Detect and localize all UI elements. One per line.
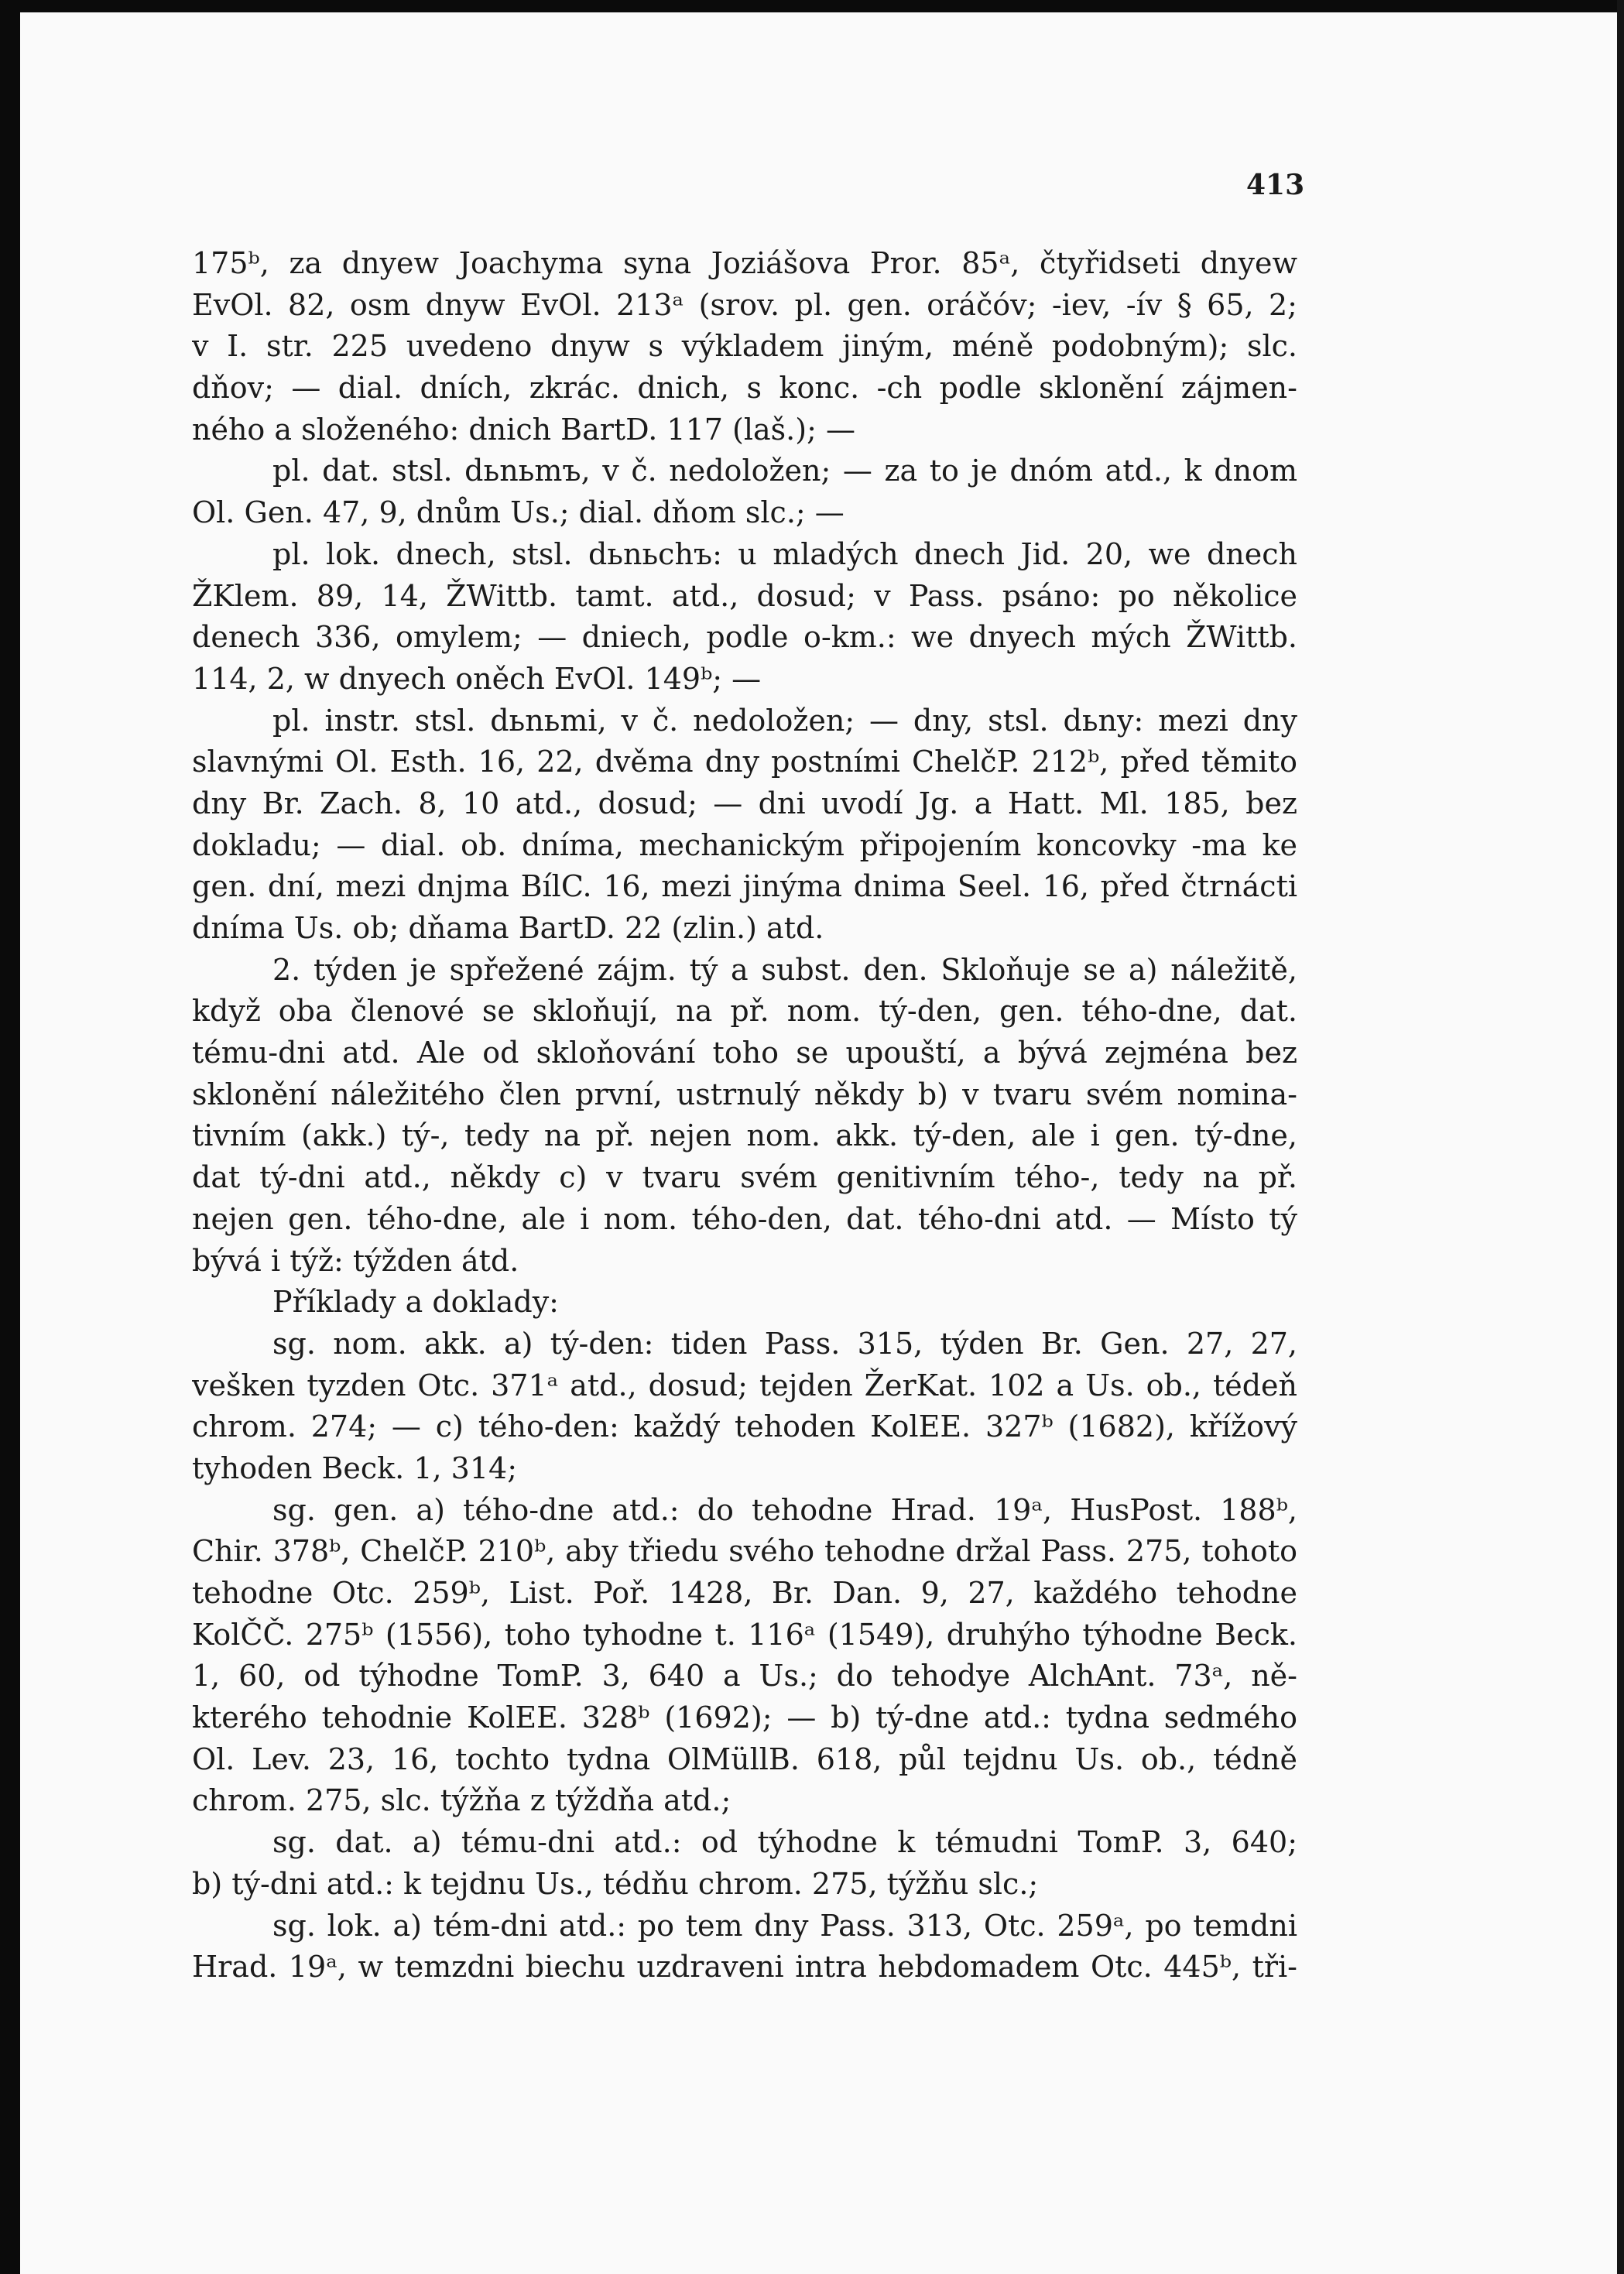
- text-line: když oba členové se skloňují, na př. nom. tý-den, gen. tého-dne, dat.: [192, 994, 1297, 1029]
- text-line: chrom. 274; — c) tého-den: každý tehoden KolEE. 327ᵇ (1682), křížový: [192, 1409, 1297, 1444]
- text-line: bývá i týž: týžden átd.: [192, 1243, 519, 1278]
- text-line: Ol. Gen. 47, 9, dnům Us.; dial. dňom slc.; —: [192, 495, 845, 530]
- text-line: pl. instr. stsl. dьnьmi, v č. nedoložen; — dny, stsl. dьny: mezi dny: [272, 703, 1297, 738]
- text-line: tyhoden Beck. 1, 314;: [192, 1450, 518, 1485]
- text-line: Příklady a doklady:: [272, 1285, 559, 1320]
- text-line: tému-dni atd. Ale od skloňování toho se upouští, a bývá zejména bez: [192, 1036, 1297, 1070]
- text-line: vešken tyzden Otc. 371ᵃ atd., dosud; tejden ŽerKat. 102 a Us. ob., tédeň: [192, 1368, 1297, 1402]
- text-line: denech 336, omylem; — dniech, podle o-km.: we dnyech mých ŽWittb.: [192, 620, 1297, 655]
- text-line: 175ᵇ, za dnyew Joachyma syna Joziášova Pror. 85ᵃ, čtyřidseti dnyew: [192, 246, 1297, 280]
- text-line: 114, 2, w dnyech oněch EvOl. 149ᵇ; —: [192, 661, 762, 696]
- text-line: sklonění náležitého člen první, ustrnulý někdy b) v tvaru svém nomina-: [192, 1077, 1297, 1111]
- text-line: dny Br. Zach. 8, 10 atd., dosud; — dni uvodí Jg. a Hatt. Ml. 185, bez: [192, 786, 1297, 820]
- text-line: chrom. 275, slc. týžňa z týždňa atd.;: [192, 1783, 731, 1818]
- text-line: 1, 60, od týhodne TomP. 3, 640 a Us.; do tehodye AlchAnt. 73ᵃ, ně-: [192, 1659, 1297, 1694]
- text-line: pl. lok. dnech, stsl. dьnьchъ: u mladých dnech Jid. 20, we dnech: [272, 536, 1297, 571]
- text-line: dňov; — dial. dních, zkrác. dnich, s konc. -ch podle sklonění zájmen-: [192, 371, 1297, 406]
- text-line: pl. dat. stsl. dьnьmъ, v č. nedoložen; — za to je dnóm atd., k dnom: [272, 454, 1297, 488]
- text-line: sg. lok. a) tém-dni atd.: po tem dny Pass. 313, Otc. 259ᵃ, po temdni: [272, 1908, 1297, 1943]
- text-line: nejen gen. tého-dne, ale i nom. tého-den, dat. tého-dni atd. — Místo tý: [192, 1201, 1297, 1236]
- text-line: dokladu; — dial. ob. dníma, mechanickým připojením koncovky -ma ke: [192, 827, 1297, 862]
- text-line: b) tý-dni atd.: k tejdnu Us., tédňu chrom. 275, týžňu slc.;: [192, 1866, 1039, 1901]
- text-line: 2. týden je spřežené zájm. tý a subst. den. Skloňuje se a) náležitě,: [272, 952, 1297, 987]
- text-line: sg. gen. a) tého-dne atd.: do tehodne Hrad. 19ᵃ, HusPost. 188ᵇ,: [272, 1492, 1297, 1527]
- scan-border-top: [0, 0, 1624, 12]
- text-line: v I. str. 225 uvedeno dnyw s výkladem jiným, méně podobným); slc.: [192, 329, 1297, 364]
- text-line: tivním (akk.) tý-, tedy na př. nejen nom. akk. tý-den, ale i gen. tý-dne,: [192, 1118, 1297, 1153]
- text-line: ŽKlem. 89, 14, ŽWittb. tamt. atd., dosud; v Pass. psáno: po několice: [192, 578, 1297, 613]
- text-line: EvOl. 82, osm dnyw EvOl. 213ᵃ (srov. pl. gen. oráčóv; -iev, -ív § 65, 2;: [192, 287, 1297, 322]
- scan-border-right: [1617, 0, 1624, 2274]
- text-line: ného a složeného: dnich BartD. 117 (laš.); —: [192, 412, 855, 447]
- text-line: gen. dní, mezi dnjma BílC. 16, mezi jinýma dnima Seel. 16, před čtrnácti: [192, 869, 1297, 904]
- page-number: 413: [1246, 169, 1305, 201]
- text-line: dat tý-dni atd., někdy c) v tvaru svém genitivním tého-, tedy na př.: [192, 1160, 1297, 1195]
- text-line: Ol. Lev. 23, 16, tochto tydna OlMüllB. 618, půl tejdnu Us. ob., tédně: [192, 1741, 1297, 1776]
- text-line: slavnými Ol. Esth. 16, 22, dvěma dny postními ChelčP. 212ᵇ, před těmito: [192, 745, 1297, 779]
- text-line: sg. dat. a) tému-dni atd.: od týhodne k témudni TomP. 3, 640;: [272, 1825, 1297, 1860]
- text-line: kterého tehodnie KolEE. 328ᵇ (1692); — b) tý-dne atd.: tydna sedmého: [192, 1700, 1297, 1735]
- scan-border-left: [0, 0, 20, 2274]
- text-line: tehodne Otc. 259ᵇ, List. Poř. 1428, Br. Dan. 9, 27, každého tehodne: [192, 1576, 1297, 1610]
- text-line: sg. nom. akk. a) tý-den: tiden Pass. 315, týden Br. Gen. 27, 27,: [272, 1326, 1297, 1361]
- text-line: Hrad. 19ᵃ, w temzdni biechu uzdraveni intra hebdomadem Otc. 445ᵇ, tři-: [192, 1950, 1297, 1985]
- text-line: KolČČ. 275ᵇ (1556), toho tyhodne t. 116ᵃ (1549), druhýho týhodne Beck.: [192, 1617, 1297, 1652]
- text-line: dníma Us. ob; dňama BartD. 22 (zlin.) atd.: [192, 911, 824, 945]
- text-line: Chir. 378ᵇ, ChelčP. 210ᵇ, aby třiedu svého tehodne držal Pass. 275, tohoto: [192, 1534, 1297, 1569]
- body-text: [192, 243, 1297, 1988]
